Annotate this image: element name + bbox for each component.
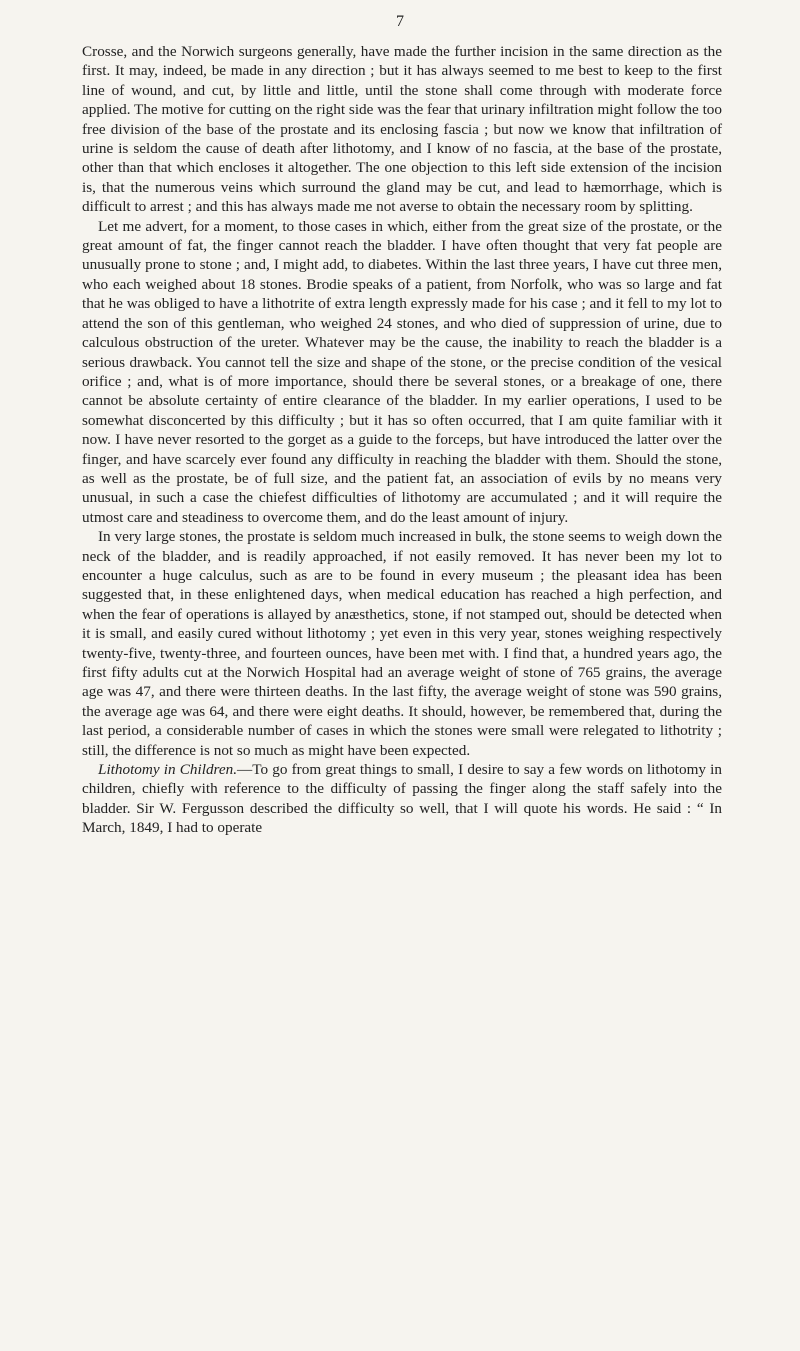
section-heading: Lithotomy in Children. [98,761,238,779]
paragraph-1: Crosse, and the Norwich surgeons generally, have made the further incision in the same direction as the first. It may, indeed, be made in any direction ; but it has always seemed to me best to keep to the first line of wound, and cut, by little and little, until the stone shall come through with moderate force applied. The motive for cutting on the right side was the fear that urinary infiltration might follow the too free division of the base of the prostate and its enclosing fascia ; but now we know that infiltration of urine is seldom the cause of death after lithotomy, and I know of no fascia, at the base of the prostate, other than that which encloses it altogether. The one objection to this left side extension of the incision is, that the numerous veins which surround the gland may be cut, and lead to hæmorrhage, which is difficult to arrest ; and this has always made me not averse to obtain the necessary room by splitting. [82,43,722,216]
paragraph-3: In very large stones, the prostate is seldom much increased in bulk, the stone seems to weigh down the neck of the bladder, and is readily approached, if not easily removed. It has never been my lot to encounter a huge calculus, such as are to be found in every museum ; the pleasant idea has been suggested that, in these enlightened days, when medical education has reached a high perfection, and when the fear of operations is allayed by anæsthetics, stone, if not stamped out, should be detected when it is small, and easily cured without lithotomy ; yet even in this very year, stones weighing respectively twenty-five, twenty-three, and fourteen ounces, have been met with. I find that, a hundred years ago, the first fifty adults cut at the Norwich Hospital had an average weight of stone of 765 grains, the average age was 47, and there were thirteen deaths. In the last fifty, the average weight of stone was 590 grains, the average age was 64, and there were eight deaths. It should, however, be remembered that, during the last period, a considerable number of cases in which the stones were small were relegated to lithotrity ; still, the difference is not so much as might have been expected. [82,528,722,759]
body-text [82,42,722,838]
page-number: 7 [396,13,404,30]
paragraph-4-text: —To go from great things to small, I desire to say a few words on lithotomy in children, chiefly with reference to the difficulty of passing the finger along the staff safely into the bladder. Sir W. Fergusson described the difficulty so well, that I will quote his words. He said : “ In March, 1849, I had to operate [82,761,722,837]
paragraph-2: Let me advert, for a moment, to those cases in which, either from the great size of the prostate, or the great amount of fat, the finger cannot reach the bladder. I have often thought that very fat people are unusually prone to stone ; and, I might add, to diabetes. Within the last three years, I have cut three men, who each weighed about 18 stones. Brodie speaks of a patient, from Norfolk, who was so large and fat that he was obliged to have a lithotrite of extra length expressly made for his case ; and it fell to my lot to attend the son of this gentleman, who weighed 24 stones, and who died of suppression of urine, due to calculous obstruction of the ureter. Whatever may be the cause, the inability to reach the bladder is a serious drawback. You cannot tell the size and shape of the stone, or the precise condition of the vesical orifice ; and, what is of more importance, should there be several stones, or a breakage of one, there cannot be absolute certainty of entire clearance of the bladder. In my earlier operations, I used to be somewhat disconcerted by this difficulty ; but it has so often occurred, that I am quite familiar with it now. I have never resorted to the gorget as a guide to the forceps, but have introduced the latter over the finger, and have scarcely ever found any difficulty in reaching the bladder with them. Should the stone, as well as the prostate, be of full size, and the patient fat, an association of evils by no means very unusual, in such a case the chiefest difficulties of lithotomy are accumulated ; and it will require the utmost care and steadiness to overcome them, and do the least amount of injury. [82,217,722,526]
paragraph-4 [82,760,722,838]
